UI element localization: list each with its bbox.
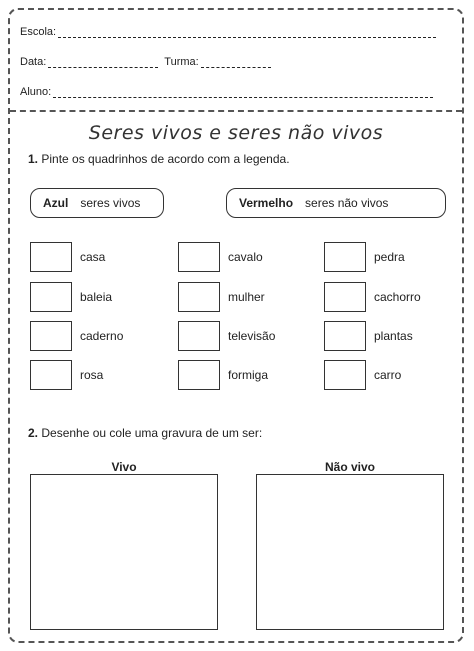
item-label: baleia: [80, 290, 113, 304]
item-label: plantas: [374, 329, 413, 343]
date-class-row: [20, 56, 271, 68]
item-mulher: [178, 282, 265, 312]
color-box[interactable]: [178, 282, 220, 312]
worksheet: [8, 8, 464, 643]
question-2: [28, 426, 262, 440]
item-label: mulher: [228, 290, 265, 304]
item-label: rosa: [80, 368, 104, 382]
school-row: [20, 26, 436, 38]
legend-blue-color: Azul: [43, 196, 69, 210]
class-field[interactable]: [201, 58, 271, 68]
legend-blue-meaning: seres vivos: [80, 196, 141, 210]
question-1-number: 1.: [28, 152, 39, 166]
color-box[interactable]: [178, 321, 220, 351]
item-pedra: [324, 242, 405, 272]
item-label: pedra: [374, 250, 405, 264]
color-box[interactable]: [324, 242, 366, 272]
student-field[interactable]: [53, 88, 433, 98]
color-box[interactable]: [324, 360, 366, 390]
item-formiga: [178, 360, 268, 390]
legend-blue: [30, 188, 164, 218]
question-1: [28, 152, 290, 166]
student-label: Aluno:: [20, 86, 52, 98]
living-draw-area[interactable]: [30, 474, 218, 630]
legend-red-meaning: seres não vivos: [305, 196, 389, 210]
color-box[interactable]: [30, 321, 72, 351]
class-label: Turma:: [164, 56, 199, 68]
color-box[interactable]: [30, 360, 72, 390]
item-label: formiga: [228, 368, 269, 382]
item-label: caderno: [80, 329, 124, 343]
student-info-header: [10, 10, 462, 112]
question-1-text: Pinte os quadrinhos de acordo com a legenda.: [41, 152, 290, 166]
item-rosa: [30, 360, 103, 390]
item-carro: [324, 360, 401, 390]
item-label: cavalo: [228, 250, 263, 264]
item-cavalo: [178, 242, 263, 272]
student-row: [20, 86, 433, 98]
nonliving-label: Não vivo: [324, 460, 375, 474]
item-casa: [30, 242, 105, 272]
item-label: casa: [80, 250, 106, 264]
worksheet-title: Seres vivos e seres não vivos: [88, 122, 384, 144]
school-label: Escola:: [20, 26, 57, 38]
color-box[interactable]: [30, 242, 72, 272]
nonliving-draw-area[interactable]: [256, 474, 444, 630]
item-label: televisão: [228, 329, 276, 343]
color-box[interactable]: [178, 360, 220, 390]
date-label: Data:: [20, 56, 47, 68]
legend-red: [226, 188, 446, 218]
question-2-number: 2.: [28, 426, 39, 440]
item-plantas: [324, 321, 413, 351]
date-field[interactable]: [48, 58, 158, 68]
item-caderno: [30, 321, 123, 351]
legend-red-color: Vermelho: [239, 196, 294, 210]
item-label: carro: [374, 368, 402, 382]
item-label: cachorro: [374, 290, 421, 304]
item-cachorro: [324, 282, 421, 312]
color-box[interactable]: [324, 282, 366, 312]
item-televisao: [178, 321, 275, 351]
question-2-text: Desenhe ou cole uma gravura de um ser:: [41, 426, 263, 440]
living-label: Vivo: [111, 460, 137, 474]
color-box[interactable]: [30, 282, 72, 312]
item-baleia: [30, 282, 112, 312]
color-box[interactable]: [324, 321, 366, 351]
color-box[interactable]: [178, 242, 220, 272]
school-field[interactable]: [58, 28, 436, 38]
